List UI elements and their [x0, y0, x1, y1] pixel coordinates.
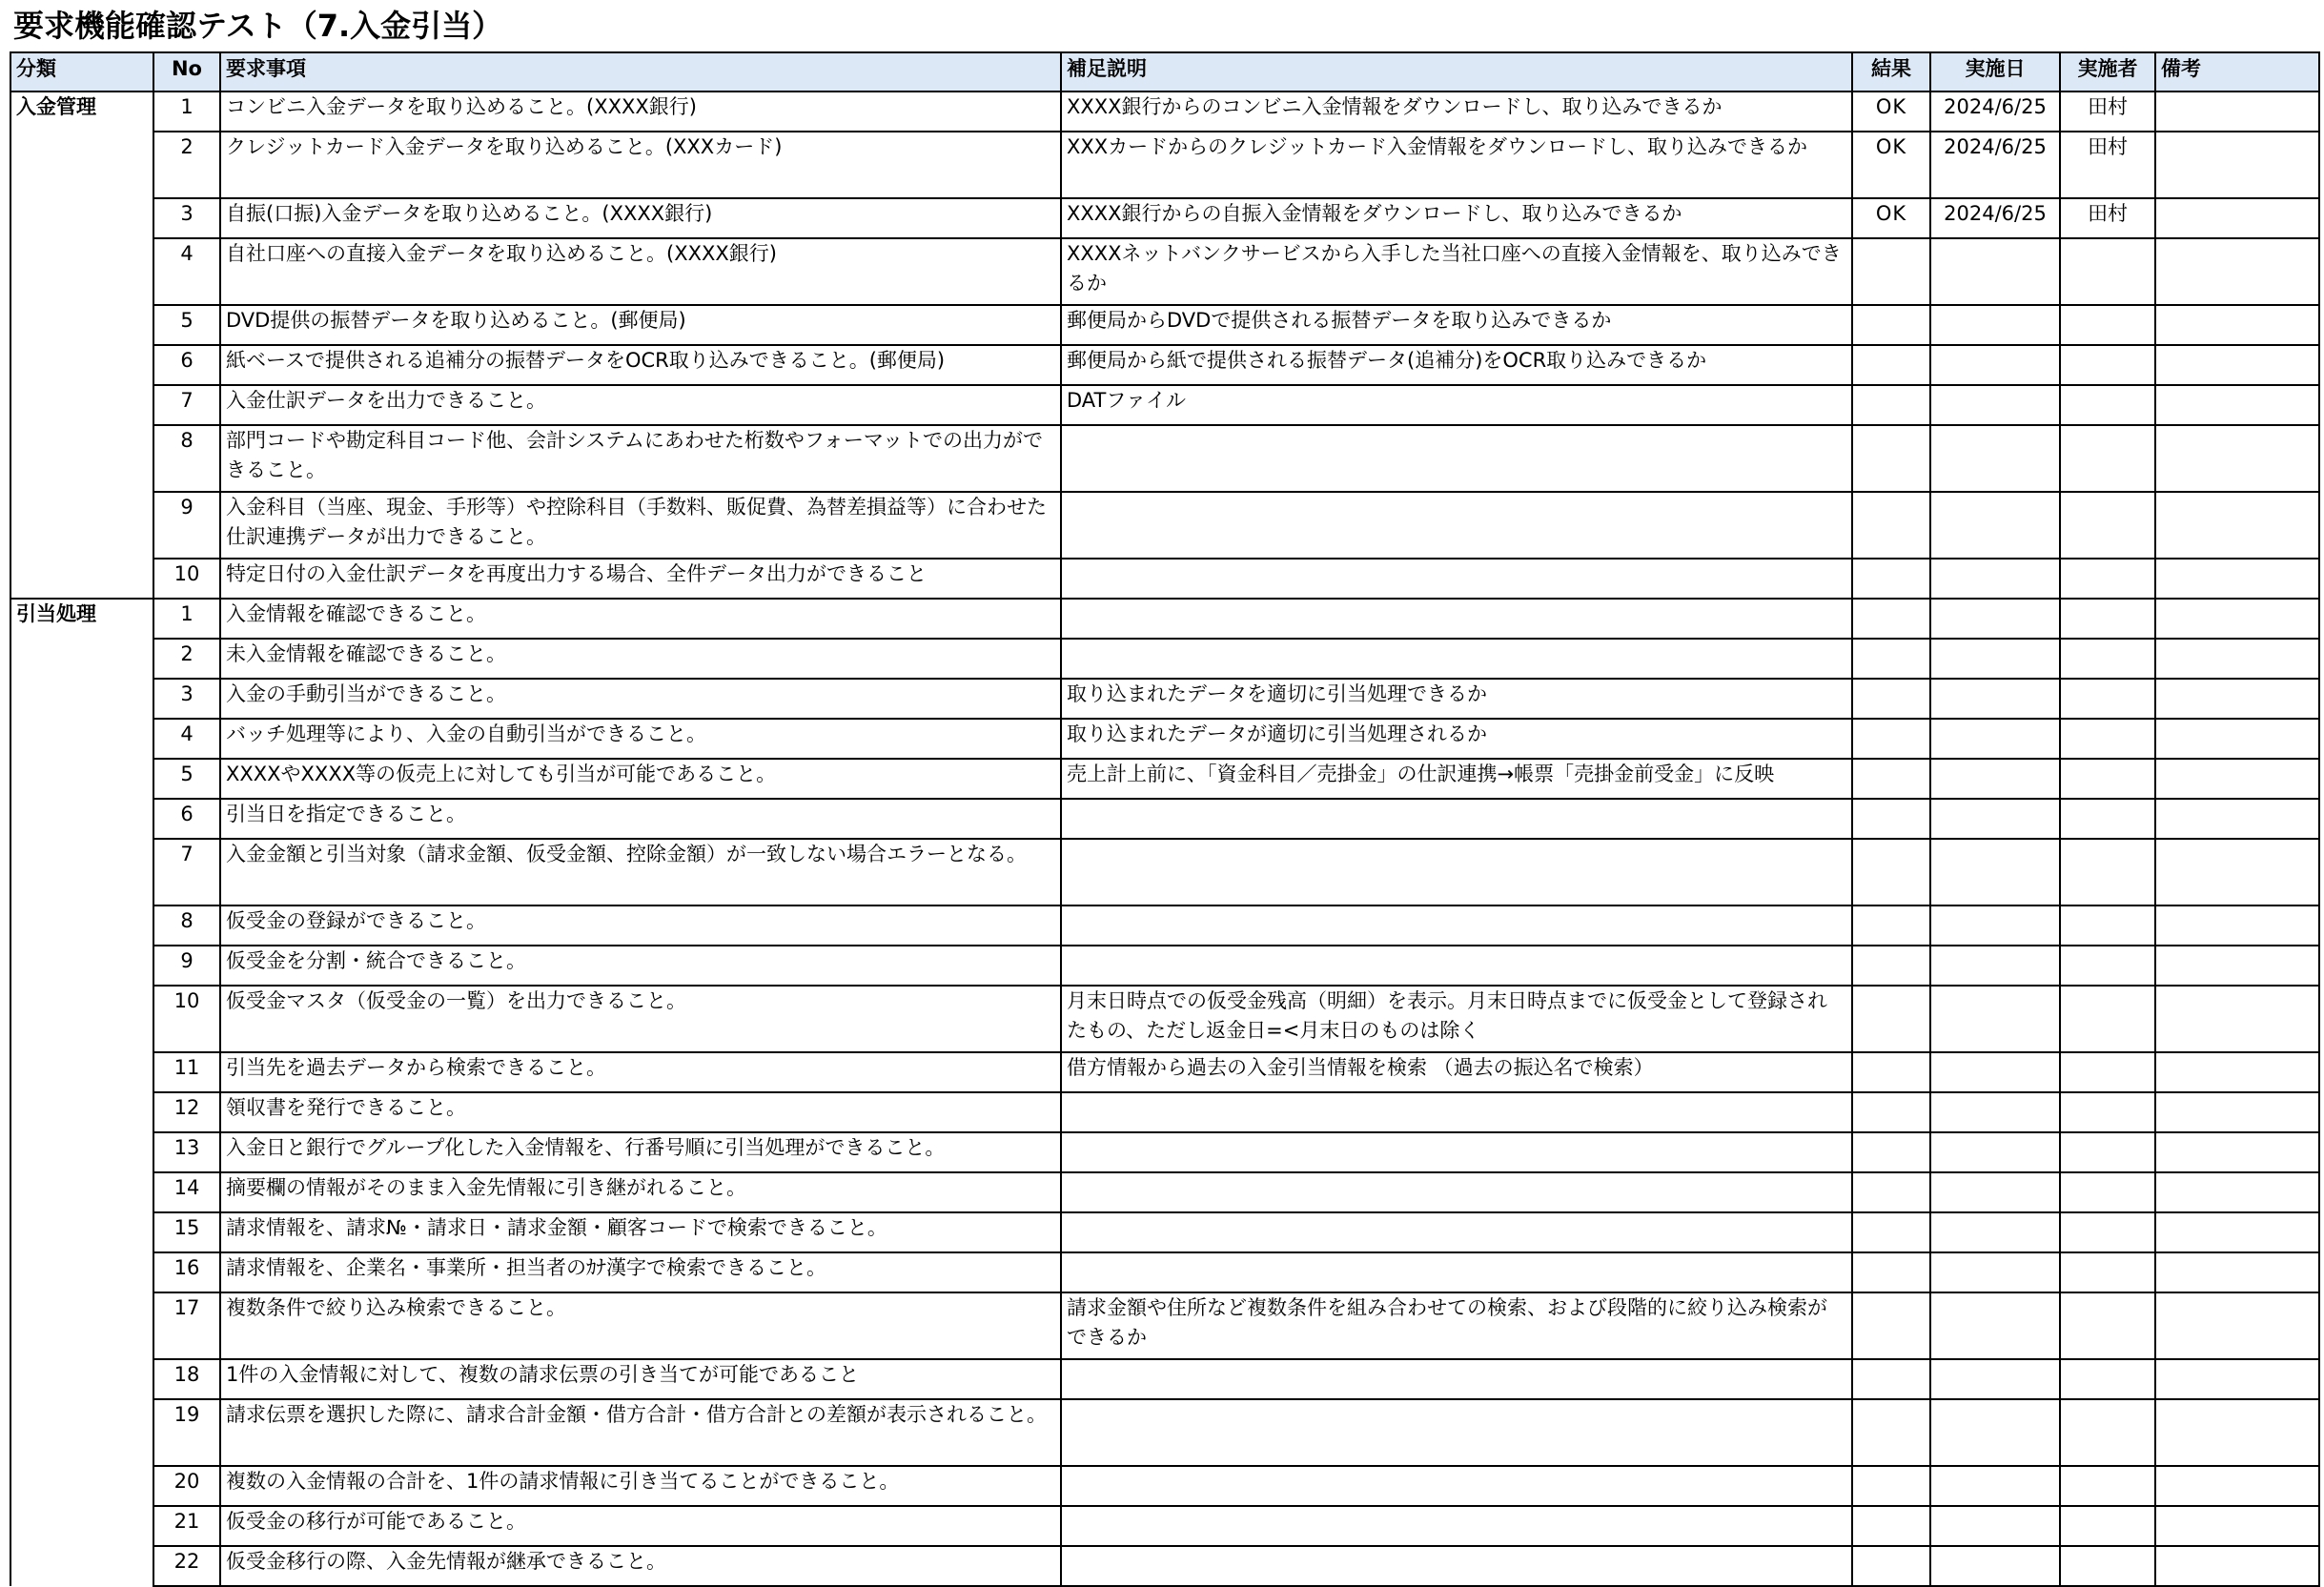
cell-note[interactable]	[1061, 839, 1852, 905]
cell-result[interactable]	[1852, 1399, 1930, 1466]
table-row	[10, 1212, 2319, 1252]
cell-person[interactable]	[2060, 492, 2155, 559]
cell-date[interactable]	[1930, 839, 2060, 905]
cell-person[interactable]	[2060, 1252, 2155, 1292]
header-date[interactable]: 実施日	[1930, 52, 2060, 92]
cell-note[interactable]	[1061, 1252, 1852, 1292]
cell-no[interactable]: 22	[153, 1546, 220, 1586]
cell-requirement[interactable]: 入金科目（当座、現金、手形等）や控除科目（手数料、販促費、為替差損益等）に合わせた仕訳連携データが出力できること。	[220, 492, 1061, 559]
cell-result[interactable]: OK	[1852, 92, 1930, 132]
cell-person[interactable]	[2060, 719, 2155, 759]
cell-requirement[interactable]: 複数条件で絞り込み検索できること。	[220, 1292, 1061, 1359]
cell-date[interactable]	[1930, 799, 2060, 839]
cell-note[interactable]	[1061, 1092, 1852, 1132]
table-row	[10, 1359, 2319, 1399]
cell-date[interactable]	[1930, 1399, 2060, 1466]
cell-category[interactable]	[10, 198, 153, 238]
cell-person[interactable]	[2060, 905, 2155, 946]
table-row	[10, 345, 2319, 385]
cell-person[interactable]	[2060, 1212, 2155, 1252]
cell-date[interactable]	[1930, 679, 2060, 719]
cell-person[interactable]	[2060, 559, 2155, 599]
cell-result[interactable]	[1852, 1359, 1930, 1399]
cell-requirement[interactable]: クレジットカード入金データを取り込めること。(XXXカード)	[220, 132, 1061, 198]
cell-note[interactable]	[1061, 1172, 1852, 1212]
cell-note[interactable]: 郵便局から紙で提供される振替データ(追補分)をOCR取り込みできるか	[1061, 345, 1852, 385]
cell-person[interactable]	[2060, 799, 2155, 839]
cell-result[interactable]	[1852, 799, 1930, 839]
cell-requirement[interactable]: 自社口座への直接入金データを取り込めること。(XXXX銀行)	[220, 238, 1061, 305]
cell-requirement[interactable]: 部門コードや勘定科目コード他、会計システムにあわせた桁数やフォーマットでの出力ができること。	[220, 425, 1061, 492]
cell-requirement[interactable]: 請求情報を、請求№・請求日・請求金額・顧客コードで検索できること。	[220, 1212, 1061, 1252]
cell-no[interactable]: 3	[153, 198, 220, 238]
cell-person[interactable]	[2060, 1132, 2155, 1172]
cell-remarks[interactable]	[2155, 425, 2319, 492]
cell-no[interactable]: 9	[153, 946, 220, 986]
cell-note[interactable]	[1061, 599, 1852, 639]
cell-category[interactable]	[10, 905, 153, 946]
table-row	[10, 839, 2319, 905]
cell-date[interactable]	[1930, 1252, 2060, 1292]
cell-no[interactable]: 2	[153, 132, 220, 198]
cell-requirement[interactable]: 仮受金の登録ができること。	[220, 905, 1061, 946]
cell-note[interactable]	[1061, 492, 1852, 559]
cell-requirement[interactable]: 入金仕訳データを出力できること。	[220, 385, 1061, 425]
cell-category[interactable]: 入金管理	[10, 92, 153, 132]
cell-date[interactable]	[1930, 986, 2060, 1052]
cell-requirement[interactable]: 入金金額と引当対象（請求金額、仮受金額、控除金額）が一致しない場合エラーとなる。	[220, 839, 1061, 905]
cell-requirement[interactable]: 入金の手動引当ができること。	[220, 679, 1061, 719]
cell-person[interactable]	[2060, 1092, 2155, 1132]
cell-date[interactable]	[1930, 1466, 2060, 1506]
cell-no[interactable]: 11	[153, 1052, 220, 1092]
cell-remarks[interactable]	[2155, 238, 2319, 305]
cell-note[interactable]: XXXX銀行からの自振入金情報をダウンロードし、取り込みできるか	[1061, 198, 1852, 238]
cell-result[interactable]: OK	[1852, 132, 1930, 198]
cell-remarks[interactable]	[2155, 1292, 2319, 1359]
cell-result[interactable]	[1852, 639, 1930, 679]
cell-category[interactable]	[10, 1506, 153, 1546]
cell-result[interactable]	[1852, 1052, 1930, 1092]
table-row	[10, 385, 2319, 425]
cell-person[interactable]	[2060, 238, 2155, 305]
cell-date[interactable]	[1930, 305, 2060, 345]
cell-category[interactable]	[10, 1359, 153, 1399]
cell-remarks[interactable]	[2155, 1092, 2319, 1132]
cell-category[interactable]	[10, 1172, 153, 1212]
cell-remarks[interactable]	[2155, 759, 2319, 799]
cell-no[interactable]: 5	[153, 759, 220, 799]
cell-requirement[interactable]: 入金情報を確認できること。	[220, 599, 1061, 639]
table-row	[10, 1292, 2319, 1359]
cell-result[interactable]	[1852, 345, 1930, 385]
cell-category[interactable]	[10, 1466, 153, 1506]
cell-requirement[interactable]: 自振(口振)入金データを取り込めること。(XXXX銀行)	[220, 198, 1061, 238]
cell-date[interactable]	[1930, 1092, 2060, 1132]
cell-remarks[interactable]	[2155, 839, 2319, 905]
cell-category[interactable]	[10, 1092, 153, 1132]
cell-requirement[interactable]: 引当日を指定できること。	[220, 799, 1061, 839]
cell-no[interactable]: 19	[153, 1399, 220, 1466]
cell-result[interactable]	[1852, 305, 1930, 345]
cell-remarks[interactable]	[2155, 1132, 2319, 1172]
cell-requirement[interactable]: DVD提供の振替データを取り込めること。(郵便局)	[220, 305, 1061, 345]
table-row	[10, 1506, 2319, 1546]
cell-person[interactable]	[2060, 305, 2155, 345]
table-row	[10, 559, 2319, 599]
cell-no[interactable]: 17	[153, 1292, 220, 1359]
cell-result[interactable]	[1852, 1546, 1930, 1586]
cell-result[interactable]	[1852, 759, 1930, 799]
cell-person[interactable]	[2060, 1399, 2155, 1466]
cell-date[interactable]	[1930, 1052, 2060, 1092]
cell-no[interactable]: 1	[153, 92, 220, 132]
cell-note[interactable]	[1061, 1506, 1852, 1546]
cell-category[interactable]	[10, 719, 153, 759]
cell-category[interactable]	[10, 425, 153, 492]
cell-date[interactable]	[1930, 238, 2060, 305]
cell-result[interactable]	[1852, 946, 1930, 986]
cell-requirement[interactable]: 入金日と銀行でグループ化した入金情報を、行番号順に引当処理ができること。	[220, 1132, 1061, 1172]
cell-category[interactable]	[10, 305, 153, 345]
cell-person[interactable]	[2060, 1292, 2155, 1359]
cell-category[interactable]	[10, 946, 153, 986]
cell-result[interactable]: OK	[1852, 198, 1930, 238]
cell-no[interactable]: 8	[153, 905, 220, 946]
table-row	[10, 198, 2319, 238]
cell-date[interactable]	[1930, 1546, 2060, 1586]
table-row	[10, 905, 2319, 946]
cell-remarks[interactable]	[2155, 599, 2319, 639]
table-row	[10, 238, 2319, 305]
cell-note[interactable]: 取り込まれたデータが適切に引当処理されるか	[1061, 719, 1852, 759]
cell-category[interactable]: 引当処理	[10, 599, 153, 639]
cell-result[interactable]	[1852, 1212, 1930, 1252]
cell-person[interactable]	[2060, 839, 2155, 905]
cell-note[interactable]	[1061, 1132, 1852, 1172]
cell-category[interactable]	[10, 679, 153, 719]
cell-result[interactable]	[1852, 1252, 1930, 1292]
cell-no[interactable]: 5	[153, 305, 220, 345]
cell-date[interactable]	[1930, 719, 2060, 759]
table-row	[10, 1466, 2319, 1506]
table-row	[10, 492, 2319, 559]
cell-remarks[interactable]	[2155, 559, 2319, 599]
cell-result[interactable]	[1852, 905, 1930, 946]
cell-date[interactable]	[1930, 1506, 2060, 1546]
cell-requirement[interactable]: 仮受金を分割・統合できること。	[220, 946, 1061, 986]
cell-person[interactable]	[2060, 946, 2155, 986]
cell-remarks[interactable]	[2155, 799, 2319, 839]
cell-no[interactable]: 7	[153, 385, 220, 425]
cell-result[interactable]	[1852, 1292, 1930, 1359]
cell-date[interactable]	[1930, 559, 2060, 599]
table-row	[10, 759, 2319, 799]
table-row	[10, 986, 2319, 1052]
cell-person[interactable]	[2060, 599, 2155, 639]
cell-note[interactable]: XXXXネットバンクサービスから入手した当社口座への直接入金情報を、取り込みできるか	[1061, 238, 1852, 305]
cell-requirement[interactable]: 未入金情報を確認できること。	[220, 639, 1061, 679]
cell-date[interactable]	[1930, 492, 2060, 559]
cell-remarks[interactable]	[2155, 92, 2319, 132]
cell-result[interactable]	[1852, 238, 1930, 305]
cell-category[interactable]	[10, 1252, 153, 1292]
header-person[interactable]: 実施者	[2060, 52, 2155, 92]
cell-remarks[interactable]	[2155, 492, 2319, 559]
cell-no[interactable]: 3	[153, 679, 220, 719]
cell-category[interactable]	[10, 1399, 153, 1466]
cell-person[interactable]	[2060, 1359, 2155, 1399]
cell-person[interactable]	[2060, 425, 2155, 492]
cell-category[interactable]	[10, 238, 153, 305]
cell-result[interactable]	[1852, 385, 1930, 425]
cell-no[interactable]: 10	[153, 986, 220, 1052]
cell-requirement[interactable]: コンビニ入金データを取り込めること。(XXXX銀行)	[220, 92, 1061, 132]
cell-remarks[interactable]	[2155, 132, 2319, 198]
cell-no[interactable]: 6	[153, 799, 220, 839]
cell-person[interactable]	[2060, 1506, 2155, 1546]
cell-category[interactable]	[10, 759, 153, 799]
table-row	[10, 1092, 2319, 1132]
table-row	[10, 1546, 2319, 1586]
cell-no[interactable]: 4	[153, 238, 220, 305]
cell-date[interactable]: 2024/6/25	[1930, 198, 2060, 238]
cell-remarks[interactable]	[2155, 1546, 2319, 1586]
cell-no[interactable]: 1	[153, 599, 220, 639]
header-no[interactable]: No	[153, 52, 220, 92]
cell-requirement[interactable]: 領収書を発行できること。	[220, 1092, 1061, 1132]
cell-category[interactable]	[10, 1052, 153, 1092]
cell-category[interactable]	[10, 345, 153, 385]
cell-no[interactable]: 21	[153, 1506, 220, 1546]
cell-remarks[interactable]	[2155, 345, 2319, 385]
cell-result[interactable]	[1852, 986, 1930, 1052]
cell-category[interactable]	[10, 1546, 153, 1586]
cell-requirement[interactable]: 紙ベースで提供される追補分の振替データをOCR取り込みできること。(郵便局)	[220, 345, 1061, 385]
cell-no[interactable]: 15	[153, 1212, 220, 1252]
header-requirement[interactable]: 要求事項	[220, 52, 1061, 92]
cell-result[interactable]	[1852, 719, 1930, 759]
cell-result[interactable]	[1852, 1172, 1930, 1212]
table-row	[10, 1172, 2319, 1212]
cell-no[interactable]: 2	[153, 639, 220, 679]
table-row	[10, 946, 2319, 986]
cell-remarks[interactable]	[2155, 1212, 2319, 1252]
cell-person[interactable]	[2060, 679, 2155, 719]
cell-requirement[interactable]: 請求伝票を選択した際に、請求合計金額・借方合計・借方合計との差額が表示されること。	[220, 1399, 1061, 1466]
table-row	[10, 1052, 2319, 1092]
header-note[interactable]: 補足説明	[1061, 52, 1852, 92]
cell-no[interactable]: 6	[153, 345, 220, 385]
cell-no[interactable]: 7	[153, 839, 220, 905]
cell-note[interactable]	[1061, 1359, 1852, 1399]
cell-remarks[interactable]	[2155, 1359, 2319, 1399]
cell-note[interactable]: 郵便局からDVDで提供される振替データを取り込みできるか	[1061, 305, 1852, 345]
table-row	[10, 1399, 2319, 1466]
cell-category[interactable]	[10, 132, 153, 198]
cell-result[interactable]	[1852, 1466, 1930, 1506]
cell-person[interactable]	[2060, 759, 2155, 799]
cell-result[interactable]	[1852, 1092, 1930, 1132]
cell-remarks[interactable]	[2155, 1172, 2319, 1212]
cell-requirement[interactable]: バッチ処理等により、入金の自動引当ができること。	[220, 719, 1061, 759]
cell-note[interactable]	[1061, 559, 1852, 599]
cell-remarks[interactable]	[2155, 905, 2319, 946]
cell-date[interactable]	[1930, 639, 2060, 679]
table-row	[10, 305, 2319, 345]
header-row	[10, 52, 2319, 92]
cell-category[interactable]	[10, 799, 153, 839]
sheet-title: 要求機能確認テスト（7.入金引当）	[13, 8, 503, 44]
cell-note[interactable]	[1061, 946, 1852, 986]
cell-note[interactable]	[1061, 799, 1852, 839]
cell-category[interactable]	[10, 639, 153, 679]
cell-category[interactable]	[10, 559, 153, 599]
cell-result[interactable]	[1852, 425, 1930, 492]
requirements-table	[10, 51, 2320, 1587]
cell-note[interactable]	[1061, 1399, 1852, 1466]
cell-requirement[interactable]: 1件の入金情報に対して、複数の請求伝票の引き当てが可能であること	[220, 1359, 1061, 1399]
cell-note[interactable]	[1061, 1212, 1852, 1252]
cell-category[interactable]	[10, 1212, 153, 1252]
cell-note[interactable]	[1061, 1546, 1852, 1586]
cell-date[interactable]: 2024/6/25	[1930, 132, 2060, 198]
cell-person[interactable]	[2060, 986, 2155, 1052]
cell-note[interactable]: 月末日時点での仮受金残高（明細）を表示。月末日時点までに仮受金として登録されたもの、ただし返金日=<月末日のものは除く	[1061, 986, 1852, 1052]
cell-note[interactable]: DATファイル	[1061, 385, 1852, 425]
cell-date[interactable]	[1930, 385, 2060, 425]
cell-date[interactable]	[1930, 345, 2060, 385]
cell-no[interactable]: 16	[153, 1252, 220, 1292]
cell-remarks[interactable]	[2155, 385, 2319, 425]
cell-note[interactable]: XXXカードからのクレジットカード入金情報をダウンロードし、取り込みできるか	[1061, 132, 1852, 198]
cell-date[interactable]: 2024/6/25	[1930, 92, 2060, 132]
cell-no[interactable]: 18	[153, 1359, 220, 1399]
cell-note[interactable]: 請求金額や住所など複数条件を組み合わせての検索、および段階的に絞り込み検索ができるか	[1061, 1292, 1852, 1359]
cell-note[interactable]	[1061, 639, 1852, 679]
cell-category[interactable]	[10, 492, 153, 559]
cell-date[interactable]	[1930, 1132, 2060, 1172]
cell-remarks[interactable]	[2155, 719, 2319, 759]
cell-no[interactable]: 13	[153, 1132, 220, 1172]
cell-person[interactable]	[2060, 1546, 2155, 1586]
cell-remarks[interactable]	[2155, 1466, 2319, 1506]
cell-person[interactable]	[2060, 385, 2155, 425]
table-row	[10, 132, 2319, 198]
cell-result[interactable]	[1852, 679, 1930, 719]
cell-note[interactable]	[1061, 425, 1852, 492]
cell-person[interactable]	[2060, 1466, 2155, 1506]
cell-date[interactable]	[1930, 425, 2060, 492]
cell-note[interactable]: 取り込まれたデータを適切に引当処理できるか	[1061, 679, 1852, 719]
cell-note[interactable]	[1061, 905, 1852, 946]
cell-remarks[interactable]	[2155, 305, 2319, 345]
table-row	[10, 425, 2319, 492]
cell-person[interactable]	[2060, 345, 2155, 385]
cell-person[interactable]: 田村	[2060, 132, 2155, 198]
cell-result[interactable]	[1852, 492, 1930, 559]
cell-requirement[interactable]: 仮受金移行の際、入金先情報が継承できること。	[220, 1546, 1061, 1586]
cell-requirement[interactable]: 引当先を過去データから検索できること。	[220, 1052, 1061, 1092]
cell-result[interactable]	[1852, 559, 1930, 599]
cell-no[interactable]: 12	[153, 1092, 220, 1132]
cell-no[interactable]: 10	[153, 559, 220, 599]
cell-no[interactable]: 4	[153, 719, 220, 759]
cell-category[interactable]	[10, 1132, 153, 1172]
cell-note[interactable]: 借方情報から過去の入金引当情報を検索 （過去の振込名で検索）	[1061, 1052, 1852, 1092]
table-row	[10, 799, 2319, 839]
cell-result[interactable]	[1852, 839, 1930, 905]
table-row	[10, 1132, 2319, 1172]
cell-remarks[interactable]	[2155, 986, 2319, 1052]
cell-category[interactable]	[10, 385, 153, 425]
cell-requirement[interactable]: 請求情報を、企業名・事業所・担当者のｶﾅ漢字で検索できること。	[220, 1252, 1061, 1292]
cell-person[interactable]	[2060, 639, 2155, 679]
cell-requirement[interactable]: 複数の入金情報の合計を、1件の請求情報に引き当てることができること。	[220, 1466, 1061, 1506]
table-row	[10, 679, 2319, 719]
cell-note[interactable]: 売上計上前に、「資金科目／売掛金」の仕訳連携→帳票「売掛金前受金」に反映	[1061, 759, 1852, 799]
cell-date[interactable]	[1930, 1292, 2060, 1359]
cell-remarks[interactable]	[2155, 1399, 2319, 1466]
cell-no[interactable]: 9	[153, 492, 220, 559]
cell-remarks[interactable]	[2155, 1506, 2319, 1546]
cell-date[interactable]	[1930, 1172, 2060, 1212]
cell-person[interactable]: 田村	[2060, 198, 2155, 238]
cell-remarks[interactable]	[2155, 946, 2319, 986]
cell-no[interactable]: 8	[153, 425, 220, 492]
cell-person[interactable]: 田村	[2060, 92, 2155, 132]
cell-person[interactable]	[2060, 1052, 2155, 1092]
cell-category[interactable]	[10, 839, 153, 905]
cell-result[interactable]	[1852, 599, 1930, 639]
cell-person[interactable]	[2060, 1172, 2155, 1212]
cell-date[interactable]	[1930, 1212, 2060, 1252]
cell-date[interactable]	[1930, 1359, 2060, 1399]
header-remarks[interactable]: 備考	[2155, 52, 2319, 92]
cell-requirement[interactable]: 仮受金の移行が可能であること。	[220, 1506, 1061, 1546]
cell-result[interactable]	[1852, 1132, 1930, 1172]
table-row	[10, 639, 2319, 679]
cell-remarks[interactable]	[2155, 679, 2319, 719]
cell-requirement[interactable]: 仮受金マスタ（仮受金の一覧）を出力できること。	[220, 986, 1061, 1052]
cell-remarks[interactable]	[2155, 1252, 2319, 1292]
cell-category[interactable]	[10, 1292, 153, 1359]
cell-remarks[interactable]	[2155, 639, 2319, 679]
table-row	[10, 1252, 2319, 1292]
cell-result[interactable]	[1852, 1506, 1930, 1546]
table-row	[10, 719, 2319, 759]
table-row	[10, 92, 2319, 132]
cell-requirement[interactable]: 特定日付の入金仕訳データを再度出力する場合、全件データ出力ができること	[220, 559, 1061, 599]
cell-note[interactable]	[1061, 1466, 1852, 1506]
cell-date[interactable]	[1930, 599, 2060, 639]
header-result[interactable]: 結果	[1852, 52, 1930, 92]
cell-remarks[interactable]	[2155, 198, 2319, 238]
cell-no[interactable]: 14	[153, 1172, 220, 1212]
cell-date[interactable]	[1930, 905, 2060, 946]
cell-requirement[interactable]: XXXXやXXXX等の仮売上に対しても引当が可能であること。	[220, 759, 1061, 799]
header-category[interactable]: 分類	[10, 52, 153, 92]
cell-category[interactable]	[10, 986, 153, 1052]
table-row	[10, 599, 2319, 639]
cell-date[interactable]	[1930, 946, 2060, 986]
cell-note[interactable]: XXXX銀行からのコンビニ入金情報をダウンロードし、取り込みできるか	[1061, 92, 1852, 132]
cell-date[interactable]	[1930, 759, 2060, 799]
cell-requirement[interactable]: 摘要欄の情報がそのまま入金先情報に引き継がれること。	[220, 1172, 1061, 1212]
cell-remarks[interactable]	[2155, 1052, 2319, 1092]
cell-no[interactable]: 20	[153, 1466, 220, 1506]
